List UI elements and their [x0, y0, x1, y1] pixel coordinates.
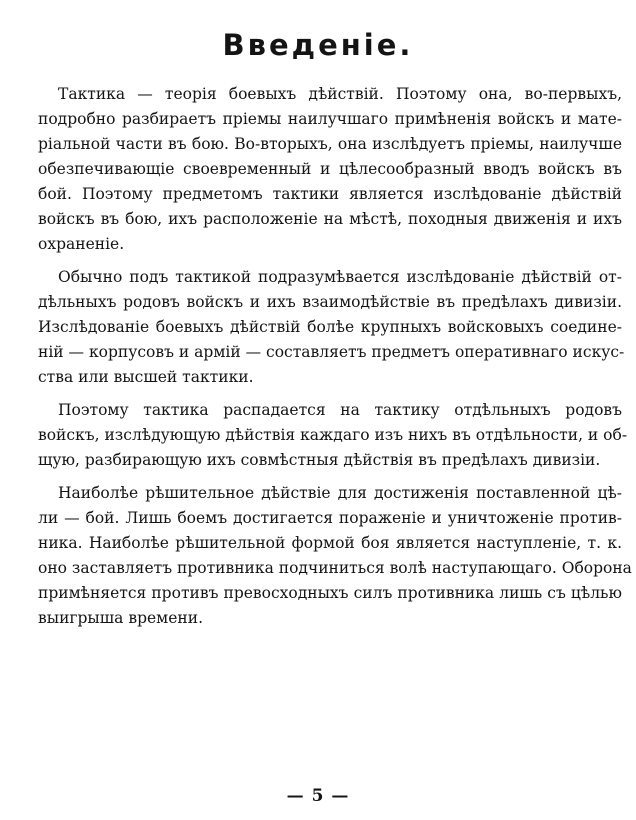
page-number: — 5 — — [286, 786, 350, 806]
text-line: Обычно подъ тактикой подразумѣвается изслѣдованіе дѣйствій от- — [58, 268, 622, 286]
text-line: щую, разбирающую ихъ совмѣстныя дѣйствія въ предѣлахъ дивизіи. — [38, 451, 601, 469]
page-title: Введеніе. — [222, 28, 414, 63]
text-line: подробно разбираетъ пріемы наилучшаго примѣненія войскъ и мате- — [38, 110, 622, 128]
text-line: Поэтому тактика распадается на тактику отдѣльныхъ родовъ — [58, 401, 622, 419]
text-line: охраненіе. — [38, 235, 125, 253]
text-line: ника. Наиболѣе рѣшительной формой боя является наступленіе, т. к. — [38, 534, 622, 552]
text-line: Изслѣдованіе боевыхъ дѣйствій болѣе крупныхъ войсковыхъ соедине- — [38, 318, 622, 336]
text-line: бой. Поэтому предметомъ тактики является изслѣдованіе дѣйствій — [38, 185, 622, 203]
text-line: ли — бой. Лишь боемъ достигается пораженіе и уничтоженіе против- — [38, 509, 622, 527]
body-text — [38, 82, 632, 639]
text-line: ства или высшей тактики. — [38, 368, 254, 386]
text-line: оно заставляетъ противника подчиниться волѣ наступающаго. Оборона — [38, 559, 632, 577]
paragraph — [38, 82, 622, 257]
paragraph — [38, 265, 625, 390]
text-line: ріальной части въ бою. Во-вторыхъ, она изслѣдуетъ пріемы, наилучше — [38, 135, 622, 153]
paragraph — [38, 481, 632, 631]
text-line: выигрыша времени. — [38, 609, 203, 627]
text-line: войскъ въ бою, ихъ расположеніе на мѣстѣ, походныя движенія и ихъ — [38, 210, 622, 228]
text-line: Тактика — теорія боевыхъ дѣйствій. Поэтому она, во-первыхъ, — [58, 85, 622, 103]
paragraph — [38, 398, 628, 473]
text-line: дѣльныхъ родовъ войскъ и ихъ взаимодѣйствіе въ предѣлахъ дивизіи. — [38, 293, 622, 311]
text-line: обезпечивающіе своевременный и цѣлесообразный вводъ войскъ въ — [38, 160, 622, 178]
text-line: ній — корпусовъ и армій — составляетъ предметъ оперативнаго искус- — [38, 343, 625, 361]
text-line: примѣняется противъ превосходныхъ силъ противника лишь съ цѣлью — [38, 584, 622, 602]
text-line: Наиболѣе рѣшительное дѣйствіе для достиженія поставленной цѣ- — [58, 484, 622, 502]
text-line: войскъ, изслѣдующую дѣйствія каждаго изъ нихъ въ отдѣльности, и об- — [38, 426, 628, 444]
